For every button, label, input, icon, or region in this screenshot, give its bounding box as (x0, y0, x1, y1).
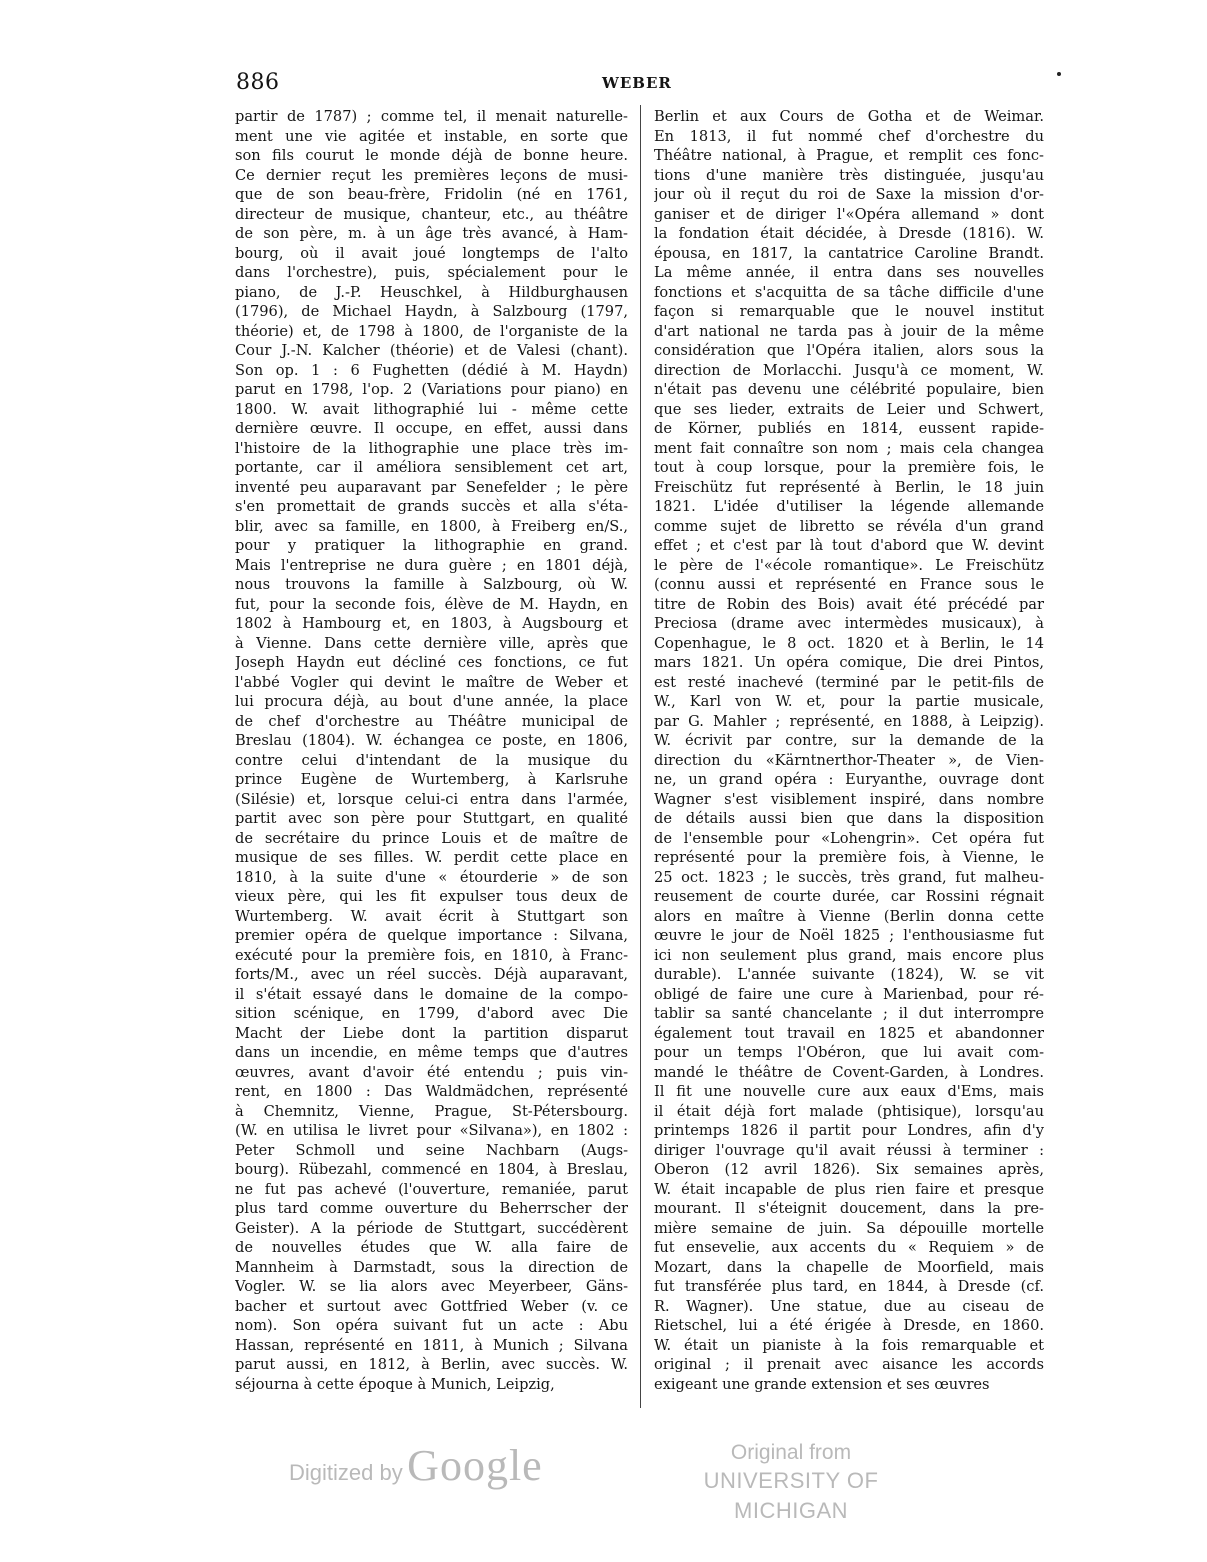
text-line: direction de Morlacchi. Jusqu'à ce moment, W. (654, 361, 1044, 379)
right-column (654, 107, 1044, 1394)
text-line: Théâtre national, à Prague, et remplit ces fonc- (654, 147, 1044, 164)
text-line: que ses lieder, extraits de Leier und Schwert, (654, 400, 1044, 418)
text-line: portante, car il améliora sensiblement cet art, (235, 459, 628, 476)
text-line: reusement de courte durée, car Rossini régnait (654, 888, 1044, 905)
text-line: à Chemnitz, Vienne, Prague, St-Pétersbourg. (235, 1102, 628, 1120)
text-line: partir de 1787) ; comme tel, il menait naturelle- (235, 108, 628, 125)
text-line: Geister). A la période de Stuttgart, succédèrent (235, 1219, 628, 1237)
text-line: Vogler. W. se lia alors avec Meyerbeer, Gäns- (235, 1278, 628, 1295)
text-line: forts/M., avec un réel succès. Déjà auparavant, (235, 966, 628, 983)
text-line: Mozart, dans la chapelle de Moorfield, mais (654, 1258, 1044, 1276)
text-line: Freischütz fut représenté à Berlin, le 18 juin (654, 478, 1044, 496)
text-line: fut transférée plus tard, en 1844, à Dresde (cf. (654, 1278, 1044, 1295)
text-line: mandé le théâtre de Covent-Garden, à Londres. (654, 1063, 1044, 1081)
text-line: durable). L'année suivante (1824), W. se vit (654, 966, 1044, 983)
text-line: W. était un pianiste à la fois remarquable et (654, 1336, 1044, 1354)
text-line: dernière œuvre. Il occupe, en effet, aussi dans (235, 420, 628, 437)
text-line: mière semaine de juin. Sa dépouille mortelle (654, 1219, 1044, 1237)
text-line: dans l'orchestre), puis, spécialement pour le (235, 264, 628, 281)
text-line: pour un temps l'Obéron, que lui avait com- (654, 1044, 1044, 1061)
text-line: R. Wagner). Une statue, due au ciseau de (654, 1297, 1044, 1315)
text-line: exigeant une grande extension et ses œuvres (654, 1375, 990, 1393)
column-divider (640, 105, 641, 1408)
text-line: que de son beau-frère, Fridolin (né en 1761, (235, 186, 628, 203)
text-line: Wagner s'est visiblement inspiré, dans nombre (654, 790, 1044, 808)
text-line: Berlin et aux Cours de Gotha et de Weimar. (654, 108, 1044, 125)
text-line: façon si remarquable que le nouvel institut (654, 303, 1044, 320)
text-line: vieux père, qui les fit expulser tous deux de (235, 888, 628, 905)
text-line: mars 1821. Un opéra comique, Die drei Pintos, (654, 654, 1044, 671)
text-line: sition scénique, en 1799, d'abord avec Die (235, 1005, 628, 1022)
text-line: parut aussi, en 1812, à Berlin, avec succès. W. (235, 1356, 628, 1373)
text-line: ici non seulement plus grand, mais encore plus (654, 946, 1044, 964)
text-line: (1796), de Michael Haydn, à Salzbourg (1797, (235, 303, 628, 320)
text-line: représenté pour la première fois, à Vienne, le (654, 849, 1044, 866)
text-line: parut en 1798, l'op. 2 (Variations pour piano) en (235, 381, 628, 398)
text-line: rent, en 1800 : Das Waldmädchen, représenté (235, 1083, 628, 1100)
text-line: théorie) et, de 1798 à 1800, de l'organiste de la (235, 322, 628, 340)
text-line: nom). Son opéra suivant fut un acte : Abu (235, 1317, 628, 1334)
text-line: obligé de faire une cure à Marienbad, pour ré- (654, 985, 1044, 1003)
text-line: épousa, en 1817, la cantatrice Caroline Brandt. (654, 244, 1044, 262)
text-line: s'en promettait de grands succès et alla s'éta- (235, 498, 628, 515)
text-line: également tout travail en 1825 et abandonner (654, 1024, 1044, 1042)
source-watermark (666, 1440, 916, 1526)
text-line: Joseph Haydn eut décliné ces fonctions, ce fut (235, 654, 628, 671)
text-line: 1810, à la suite d'une « étourderie » de son (235, 868, 628, 886)
text-line: ment une vie agitée et instable, en sorte que (235, 127, 628, 145)
text-line: de chef d'orchestre au Théâtre municipal de (235, 712, 628, 730)
text-line: la fondation était décidée, à Dresde (1816). W. (654, 225, 1044, 242)
text-line: l'abbé Vogler qui devint le maître de Weber et (235, 673, 628, 691)
text-line: bourg). Rübezahl, commencé en 1804, à Breslau, (235, 1161, 628, 1178)
text-line: fut ensevelie, aux accents du « Requiem » de (654, 1239, 1044, 1256)
text-line: fonctions et s'acquitta de sa tâche difficile d'une (654, 283, 1044, 301)
text-line: titre de Robin des Bois) avait été précédé par (654, 595, 1044, 613)
text-line: Ce dernier reçut les premières leçons de musi- (235, 166, 628, 184)
text-line: fut, pour la seconde fois, élève de M. Haydn, en (235, 595, 628, 613)
text-line: exécuté pour la première fois, en 1810, à Franc- (235, 946, 628, 964)
text-line: plus tard comme ouverture du Beherrscher der (235, 1200, 628, 1217)
text-line: blir, avec sa famille, en 1800, à Freiberg en/S., (235, 517, 628, 535)
text-line: Preciosa (drame avec intermèdes musicaux), à (654, 615, 1044, 632)
text-line: bourg, où il avait joué longtemps de l'alto (235, 244, 628, 262)
text-line: tout à coup lorsque, pour la première fois, le (654, 459, 1044, 476)
text-line: jour où il reçut du roi de Saxe la mission d'or- (654, 186, 1044, 203)
text-line: (Silésie) et, lorsque celui-ci entra dans l'armée, (235, 790, 628, 808)
text-line: ganiser et de diriger l'«Opéra allemand » dont (654, 205, 1044, 223)
text-line: diriger l'ouvrage qu'il avait réussi à terminer : (654, 1141, 1044, 1159)
text-line: (W. en utilisa le livret pour «Silvana»), en 1802 : (235, 1122, 628, 1139)
text-line: 1821. L'idée d'utiliser la légende allemande (654, 498, 1044, 515)
text-line: l'histoire de la lithographie une place très im- (235, 439, 628, 457)
text-line: Oberon (12 avril 1826). Six semaines après, (654, 1161, 1044, 1178)
text-line: nous trouvons la famille à Salzbourg, où W. (235, 576, 628, 593)
text-line: ne fut pas achevé (l'ouverture, remaniée, parut (235, 1180, 628, 1198)
google-watermark (289, 1440, 543, 1491)
text-line: de détails aussi bien que dans la disposition (654, 810, 1044, 827)
text-line: Copenhague, le 8 oct. 1820 et à Berlin, le 14 (654, 634, 1044, 652)
digitized-by-label: Digitized by (289, 1460, 403, 1485)
text-line: En 1813, il fut nommé chef d'orchestre du (654, 127, 1044, 145)
text-line: tions d'une manière très distinguée, jusqu'au (654, 166, 1044, 184)
text-line: n'était pas devenu une célébrité populaire, bien (654, 381, 1044, 398)
text-line: premier opéra de quelque importance : Silvana, (235, 927, 628, 944)
text-line: Cour J.-N. Kalcher (théorie) et de Valesi (chant). (235, 342, 628, 359)
text-line: de Körner, publiés en 1814, eussent rapide- (654, 420, 1044, 437)
google-logo: Google (407, 1441, 543, 1490)
text-line: de nouvelles études que W. alla faire de (235, 1239, 628, 1256)
text-line: Wurtemberg. W. avait écrit à Stuttgart son (235, 907, 628, 925)
margin-mark (1057, 72, 1061, 76)
text-line: directeur de musique, chanteur, etc., au théâtre (235, 205, 628, 223)
text-line: Rietschel, lui a été érigée à Dresde, en 1860. (654, 1317, 1044, 1334)
text-line: partit avec son père pour Stuttgart, en qualité (235, 810, 628, 827)
text-line: Macht der Liebe dont la partition disparut (235, 1024, 628, 1042)
running-head: WEBER (602, 74, 672, 92)
original-from-label: Original from (730, 1441, 852, 1464)
text-line: Mais l'entreprise ne dura guère ; en 1801 déjà, (235, 556, 628, 574)
text-line: Hassan, représenté en 1811, à Munich ; Silvana (235, 1336, 628, 1354)
text-line: le père de l'«école romantique». Le Freischütz (654, 556, 1044, 574)
text-line: musique de ses filles. W. perdit cette place en (235, 849, 628, 866)
text-line: 1800. W. avait lithographié lui - même cette (235, 400, 628, 418)
text-line: La même année, il entra dans ses nouvelles (654, 264, 1044, 281)
text-line: contre celui d'intendant de la musique du (235, 751, 628, 769)
text-line: Il fit une nouvelle cure aux eaux d'Ems, mais (654, 1083, 1044, 1100)
text-line: d'art national ne tarda pas à jouir de la même (654, 322, 1044, 340)
text-line: mourant. Il s'éteignit doucement, dans la pre- (654, 1200, 1044, 1217)
text-line: Breslau (1804). W. échangea ce poste, en 1806, (235, 732, 628, 749)
text-line: lui procura déjà, au bout d'une année, la place (235, 693, 628, 710)
text-line: considération que l'Opéra italien, alors sous la (654, 342, 1044, 359)
text-line: inventé peu auparavant par Senefelder ; le père (235, 478, 628, 496)
text-line: son fils courut le monde déjà de bonne heure. (235, 147, 628, 164)
text-line: tablir sa santé chancelante ; il dut interrompre (654, 1005, 1044, 1022)
text-line: 1802 à Hambourg et, en 1803, à Augsbourg et (235, 615, 628, 632)
text-line: œuvres, avant d'avoir été entendu ; puis vin- (235, 1063, 628, 1081)
text-line: il s'était essayé dans le domaine de la compo- (235, 985, 628, 1003)
text-line: il était déjà fort malade (phtisique), lorsqu'au (654, 1102, 1044, 1120)
text-line: est resté inachevé (terminé par le petit-fils de (654, 673, 1044, 691)
text-line: ment fait connaître son nom ; mais cela changea (654, 439, 1044, 457)
text-line: (connu aussi et représenté en France sous le (654, 576, 1044, 593)
text-line: W. écrivit par contre, sur la demande de la (654, 732, 1044, 749)
text-line: dans un incendie, en même temps que d'autres (235, 1044, 628, 1061)
text-line: effet ; et c'est par là tout d'abord que W. devint (654, 537, 1044, 554)
text-line: bacher et surtout avec Gottfried Weber (v. ce (235, 1297, 628, 1315)
text-line: Son op. 1 : 6 Fughetten (dédié à M. Haydn) (235, 361, 628, 379)
text-line: de son père, m. à un âge très avancé, à Ham- (235, 225, 628, 242)
text-line: alors en maître à Vienne (Berlin donna cette (654, 907, 1044, 925)
text-line: W., Karl von W. et, pour la partie musicale, (654, 693, 1044, 710)
left-column (235, 107, 628, 1394)
text-line: Peter Schmoll und seine Nachbarn (Augs- (235, 1141, 628, 1159)
text-line: comme sujet de libretto se révéla d'un grand (654, 517, 1044, 535)
text-line: piano, de J.-P. Heuschkel, à Hildburghausen (235, 283, 628, 301)
text-line: de secrétaire du prince Louis et de maître de (235, 829, 628, 847)
text-line: de l'ensemble pour «Lohengrin». Cet opéra fut (654, 829, 1044, 847)
text-line: à Vienne. Dans cette dernière ville, après que (235, 634, 628, 652)
text-line: 25 oct. 1823 ; le succès, très grand, fut malheu- (654, 868, 1044, 886)
institution-label: UNIVERSITY OF MICHIGAN (703, 1468, 879, 1523)
text-line: séjourna à cette époque à Munich, Leipzig, (235, 1375, 555, 1393)
text-line: œuvre le jour de Noël 1825 ; l'enthousiasme fut (654, 927, 1044, 944)
text-line: W. était incapable de plus rien faire et presque (654, 1180, 1044, 1198)
text-line: pour y pratiquer la lithographie en grand. (235, 537, 628, 554)
text-line: direction du «Kärntnerthor-Theater », de Vien- (654, 751, 1044, 769)
text-line: printemps 1826 il partit pour Londres, afin d'y (654, 1122, 1044, 1139)
text-line: Mannheim à Darmstadt, sous la direction de (235, 1258, 628, 1276)
text-line: original ; il prenait avec aisance les accords (654, 1356, 1044, 1373)
text-line: prince Eugène de Wurtemberg, à Karlsruhe (235, 771, 628, 788)
text-line: ne, un grand opéra : Euryanthe, ouvrage dont (654, 771, 1044, 788)
text-line: par G. Mahler ; représenté, en 1888, à Leipzig). (654, 712, 1044, 730)
page-number: 886 (236, 70, 280, 95)
